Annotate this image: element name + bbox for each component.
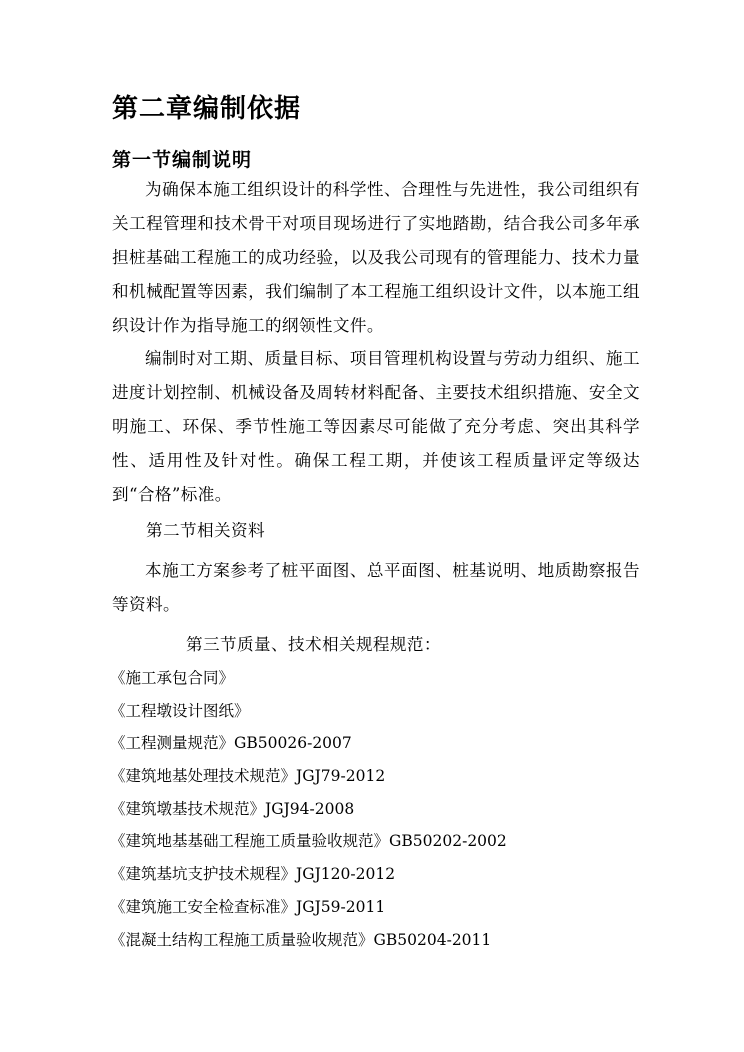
reference-item: 《混凝土结构工程施工质量验收规范》GB50204-2011: [110, 930, 492, 949]
chapter-title: 第二章编制依据: [112, 94, 302, 124]
reference-item: 《工程测量规范》GB50026-2007: [110, 734, 352, 753]
reference-item: 《建筑地基处理技术规范》JGJ79-2012: [110, 767, 386, 786]
reference-item: 《施工承包合同》: [110, 669, 235, 687]
paragraph-considerations: 编制时对工期、质量目标、项目管理机构设置与劳动力组织、施工进度计划控制、机械设备及周转材料配备、主要技术组织措施、安全文明施工、环保、季节性施工等因素尽可能做了充分考虑、突出其科学性、适用性及针对性。确保工程工期，并使该工程质量评定等级达到“合格”标准。: [112, 349, 640, 504]
paragraph-materials: 本施工方案参考了桩平面图、总平面图、桩基说明、地质勘察报告等资料。: [112, 561, 640, 614]
reference-item: 《建筑施工安全检查标准》JGJ59-2011: [110, 897, 386, 916]
reference-item: 《工程墩设计图纸》: [110, 701, 250, 720]
section-title-standards: 第三节质量、技术相关规程规范：: [186, 635, 441, 654]
section-title-related-materials: 第二节相关资料: [146, 521, 265, 540]
reference-list: [110, 662, 507, 956]
reference-item: 《建筑基坑支护技术规程》JGJ120-2012: [110, 865, 396, 884]
reference-item: 《建筑墩基技术规范》JGJ94-2008: [110, 799, 355, 818]
paragraph-purpose: 为确保本施工组织设计的科学性、合理性与先进性，我公司组织有关工程管理和技术骨干对项目现场进行了实地踏勘，结合我公司多年承担桩基础工程施工的成功经验，以及我公司现有的管理能力、技术力量和机械配置等因素，我们编制了本工程施工组织设计文件，以本施工组织设计作为指导施工的纲领性文件。: [112, 180, 640, 335]
reference-item: 《建筑地基基础工程施工质量验收规范》GB50202-2002: [110, 832, 507, 851]
section-title-preparation-notes: 第一节编制说明: [112, 149, 253, 171]
